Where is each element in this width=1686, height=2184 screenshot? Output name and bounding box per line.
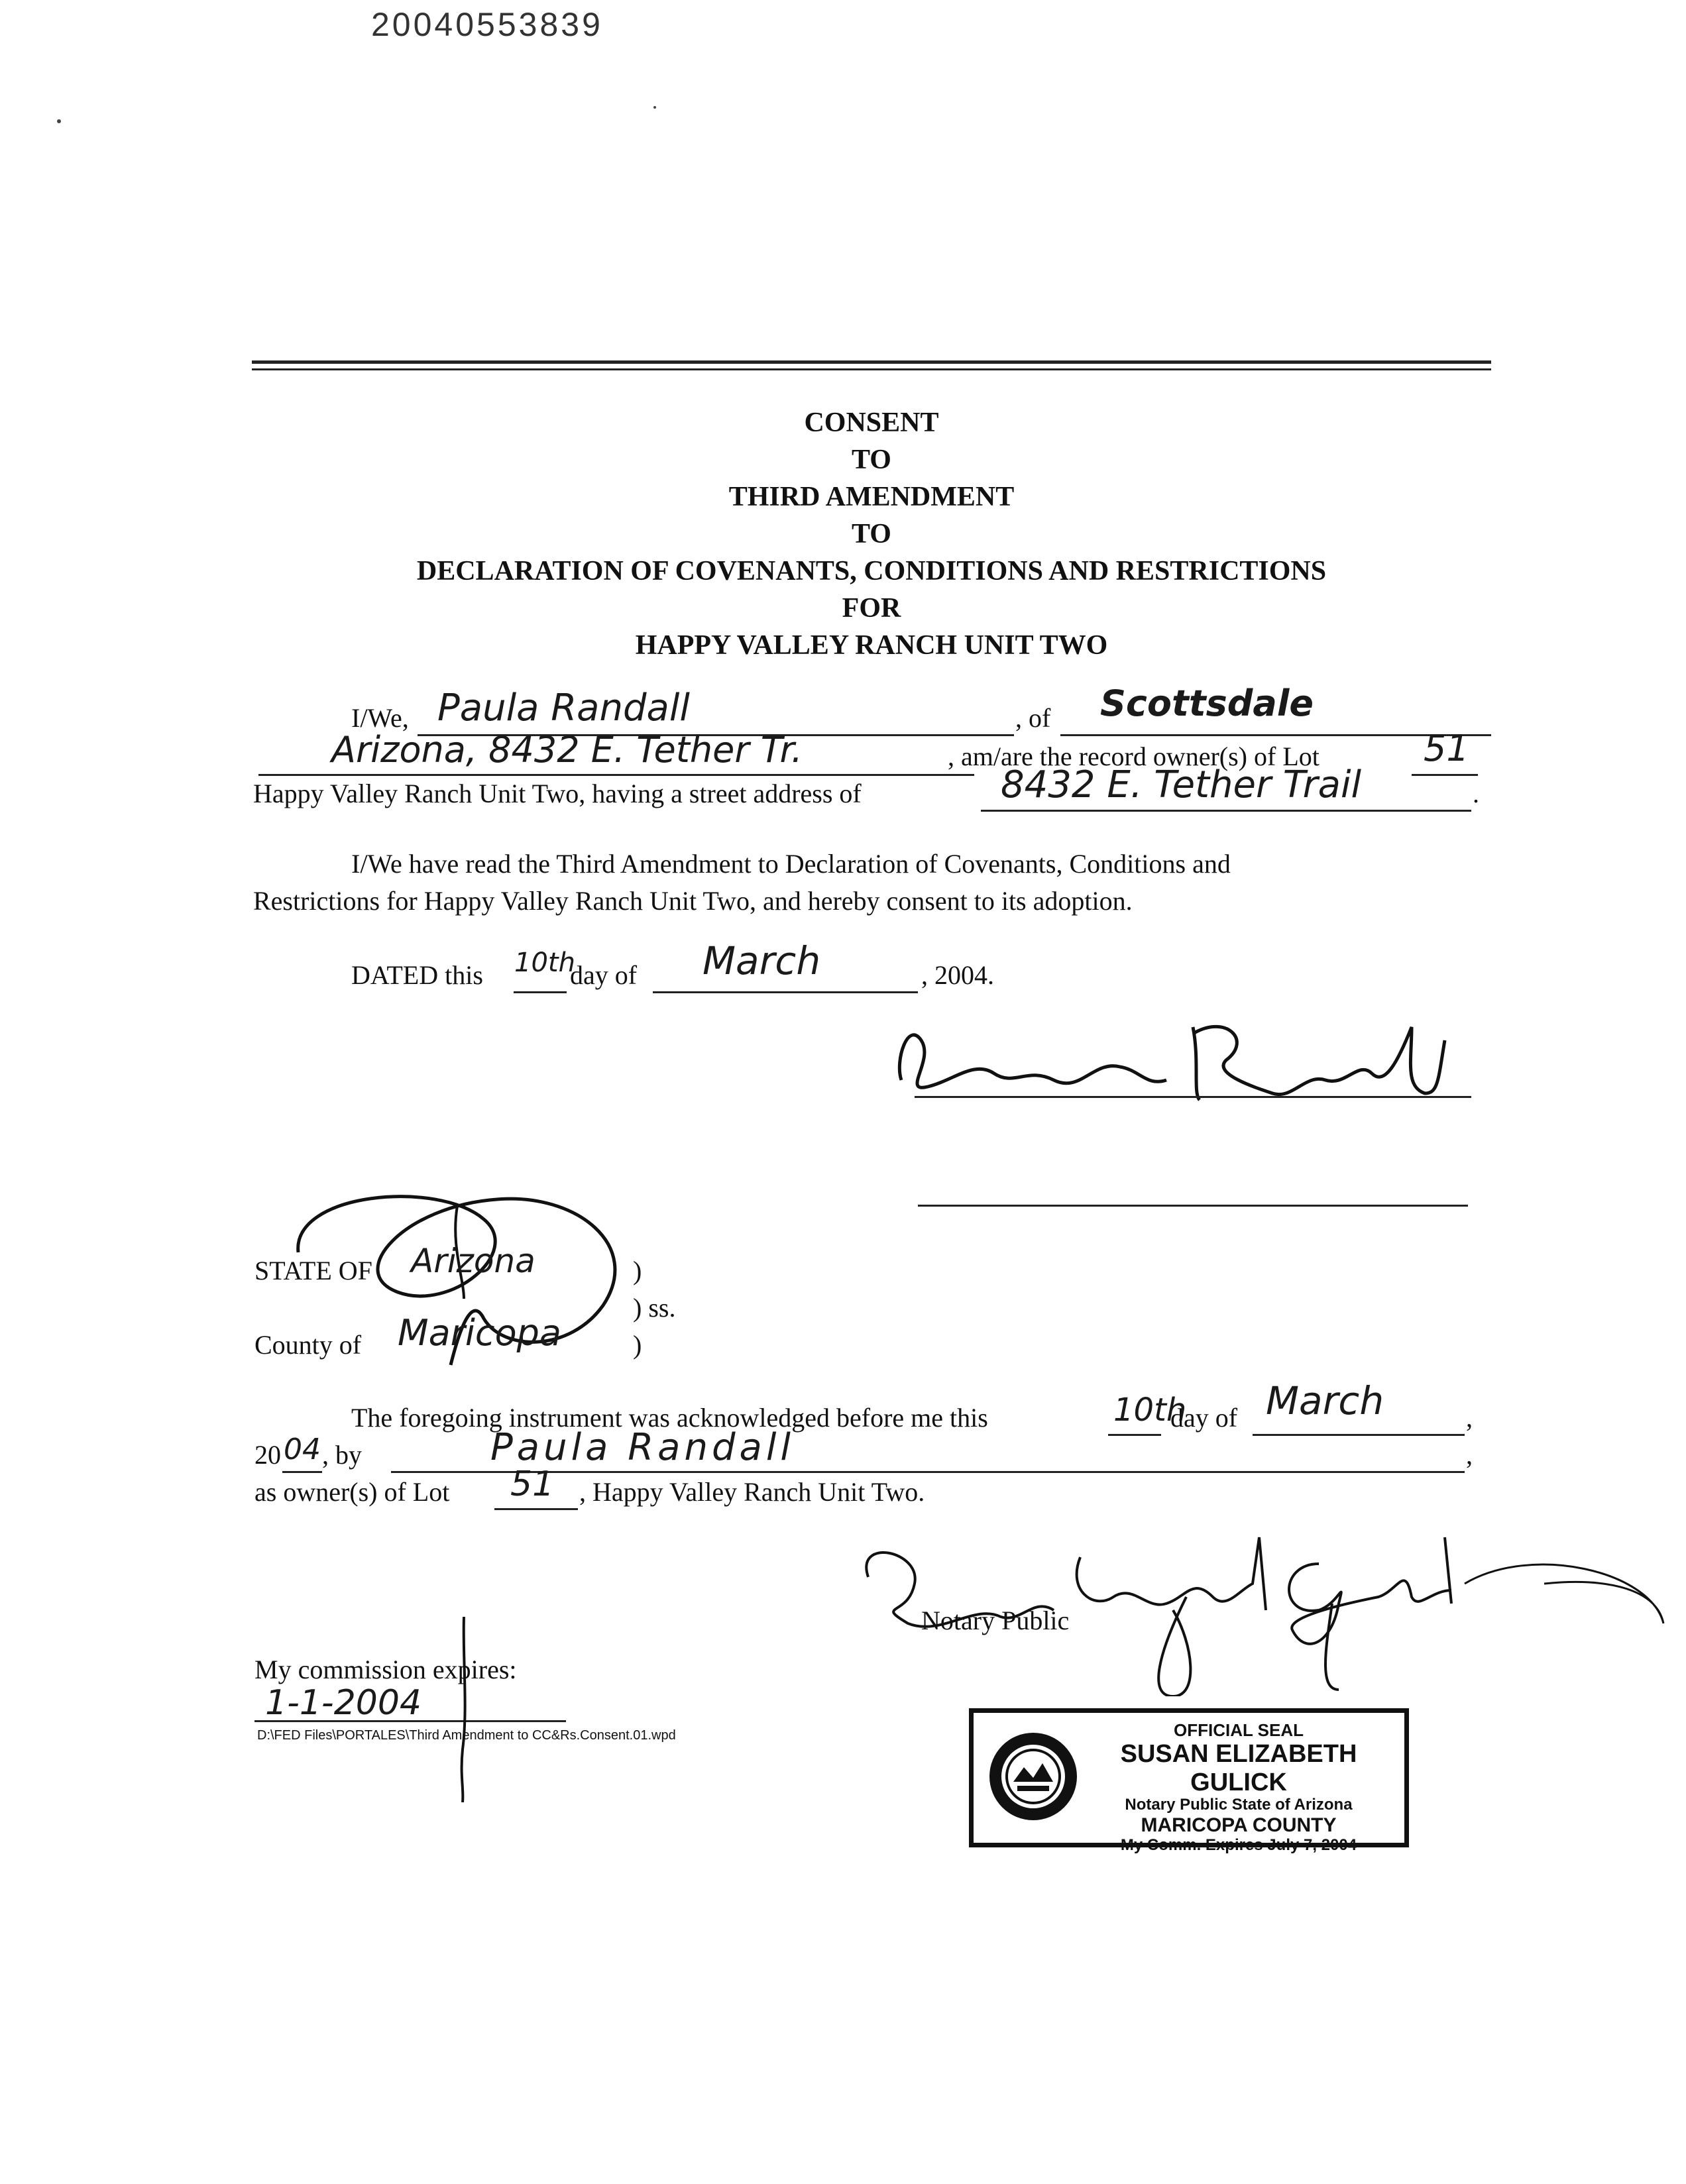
- notary-day-handwritten: 10th: [1113, 1392, 1187, 1429]
- notary-county-handwritten: Maricopa: [398, 1312, 561, 1354]
- notary-year-handwritten: 04: [284, 1433, 321, 1466]
- seal-line-4: MARICOPA COUNTY: [1141, 1814, 1337, 1837]
- notary-day-line: [1108, 1434, 1161, 1436]
- seal-line-1: OFFICIAL SEAL: [1174, 1720, 1304, 1740]
- file-path-footer: D:\FED Files\PORTALES\Third Amendment to CC&Rs.Consent.01.wpd: [257, 1728, 676, 1743]
- document-title: [252, 404, 1491, 664]
- owner-lot-suffix: , Happy Valley Ranch Unit Two.: [579, 1477, 925, 1507]
- notary-year-line: [282, 1471, 322, 1473]
- dated-day-of: day of: [570, 960, 638, 990]
- commission-date-handwritten: 1-1-2004: [265, 1683, 422, 1723]
- state-address-line: [258, 774, 974, 776]
- county-paren: ): [633, 1330, 642, 1360]
- street-address-line: [981, 810, 1471, 812]
- state-paren: ): [633, 1256, 642, 1285]
- ss-label: ) ss.: [633, 1293, 676, 1323]
- seal-line-2: SUSAN ELIZABETH GULICK: [1120, 1740, 1357, 1796]
- consent-line-2: Restrictions for Happy Valley Ranch Unit Two, and hereby consent to its adoption.: [253, 886, 1133, 916]
- seal-text: [1086, 1721, 1391, 1855]
- seal-line-3: Notary Public State of Arizona: [1125, 1796, 1353, 1814]
- owner-name-handwritten: Paula Randall: [437, 686, 690, 730]
- header-rule: [252, 368, 1491, 370]
- title-line: TO: [852, 445, 891, 475]
- title-line: CONSENT: [804, 408, 939, 438]
- notary-public-label: Notary Public: [921, 1606, 1070, 1635]
- official-seal: [969, 1708, 1409, 1854]
- notary-month-handwritten: March: [1266, 1378, 1384, 1423]
- title-line: FOR: [842, 593, 901, 624]
- co-owner-signature-line: [918, 1205, 1468, 1207]
- dated-month-handwritten: March: [702, 938, 821, 983]
- scan-speck: [653, 106, 656, 109]
- notary-month-comma: ,: [1466, 1403, 1473, 1433]
- record-owner-text: , am/are the record owner(s) of Lot: [948, 741, 1320, 771]
- seal-line-5: My Comm. Expires July 7, 2004: [1120, 1835, 1357, 1854]
- by-label: , by: [322, 1440, 362, 1470]
- acknowledgment-text: The foregoing instrument was acknowledged before me this: [351, 1403, 988, 1433]
- year-prefix: 20: [254, 1440, 281, 1470]
- document-number: 20040553839: [371, 6, 603, 43]
- county-of-label: County of: [254, 1330, 362, 1360]
- of-label: , of: [1015, 703, 1051, 733]
- notary-name-handwritten: Paula Randall: [490, 1426, 795, 1469]
- city-handwritten: Scottsdale: [1100, 682, 1314, 724]
- state-address-handwritten: Arizona, 8432 E. Tether Tr.: [331, 729, 803, 771]
- notary-lot-line: [494, 1508, 578, 1510]
- dated-day-line: [514, 991, 567, 993]
- owner-signature-line: [915, 1096, 1471, 1098]
- dated-month-line: [653, 991, 918, 993]
- header-rule: [252, 360, 1491, 364]
- seal-emblem-icon: [987, 1730, 1080, 1823]
- owner-prefix: I/We,: [351, 703, 409, 733]
- notary-lot-handwritten: 51: [510, 1464, 555, 1504]
- title-line: DECLARATION OF COVENANTS, CONDITIONS AND RESTRICTIONS: [416, 556, 1327, 586]
- title-line: HAPPY VALLEY RANCH UNIT TWO: [635, 630, 1108, 661]
- title-line: TO: [852, 519, 891, 549]
- vertical-pen-stroke: [451, 1617, 477, 1802]
- lot-handwritten: 51: [1424, 728, 1469, 769]
- scan-speck: [57, 119, 61, 123]
- subdivision-text: Happy Valley Ranch Unit Two, having a street address of: [253, 779, 862, 808]
- state-of-label: STATE OF: [254, 1256, 372, 1285]
- notary-state-handwritten: Arizona: [411, 1242, 535, 1280]
- notary-month-line: [1253, 1434, 1465, 1436]
- address-period: .: [1473, 779, 1479, 808]
- consent-line-1: I/We have read the Third Amendment to Declaration of Covenants, Conditions and: [351, 849, 1231, 879]
- lot-line: [1412, 774, 1478, 776]
- notary-signature: [815, 1498, 1670, 1696]
- notary-day-of: day of: [1170, 1403, 1238, 1433]
- street-address-handwritten: 8432 E. Tether Trail: [1001, 763, 1362, 806]
- owner-lot-prefix: as owner(s) of Lot: [254, 1477, 450, 1507]
- title-line: THIRD AMENDMENT: [728, 482, 1015, 512]
- notary-name-comma: ,: [1466, 1440, 1473, 1470]
- dated-year: , 2004.: [921, 960, 994, 990]
- dated-day-handwritten: 10th: [514, 948, 575, 978]
- dated-prefix: DATED this: [351, 960, 483, 990]
- commission-label: My commission expires:: [254, 1655, 517, 1684]
